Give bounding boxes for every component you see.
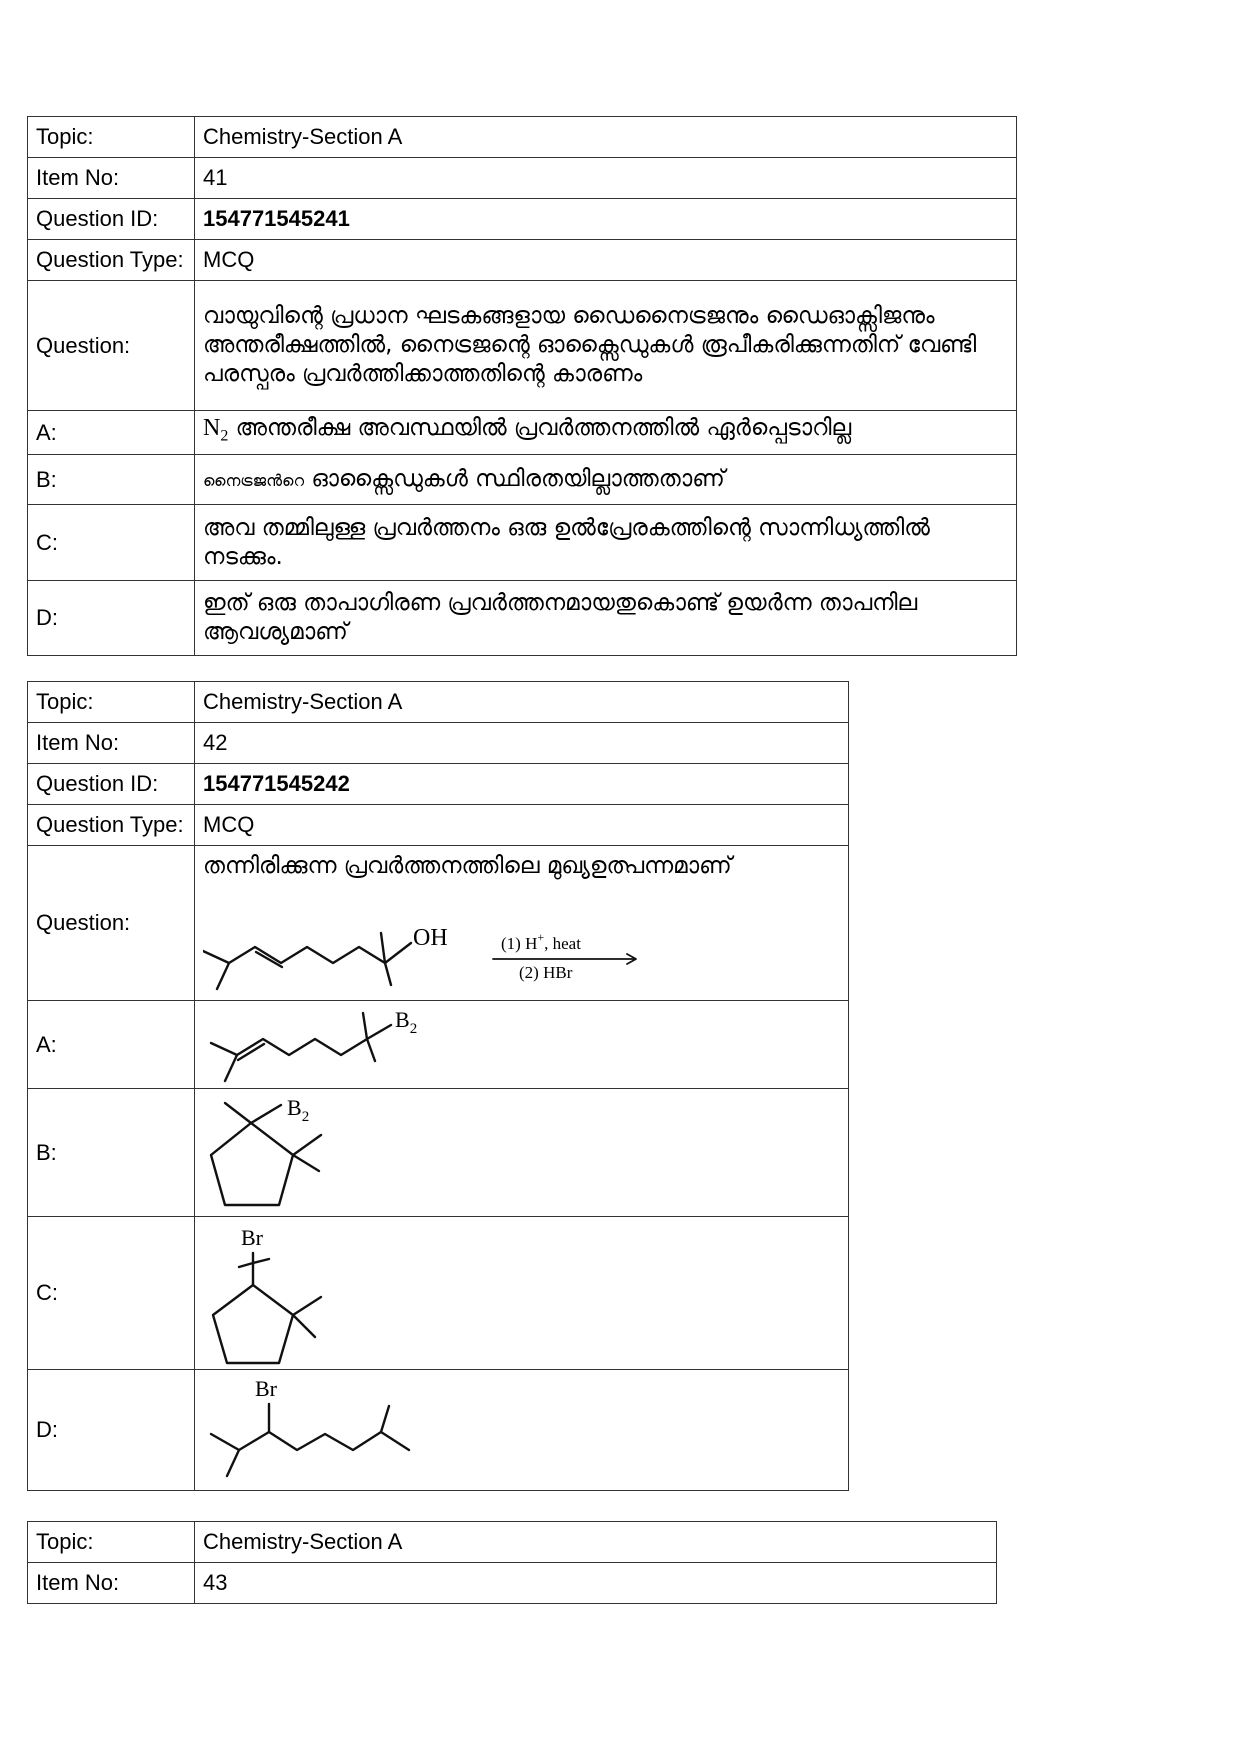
question-text: തന്നിരിക്കുന്ന പ്രവർത്തനത്തിലെ മുഖ്യഉത്പന്നമാണ് <box>203 853 732 879</box>
question-table-43 <box>27 1521 997 1604</box>
question-label: Question: <box>28 281 195 411</box>
option-b-body: ഓക്സൈഡുകൾ സ്ഥിരതയില്ലാത്തതാണ് <box>304 465 725 492</box>
option-c-methyl-2 <box>253 1259 269 1263</box>
item-no-value: 42 <box>195 723 849 764</box>
option-c-text: അവ തമ്മിലുള്ള പ്രവർത്തനം ഒരു ഉൽപ്രേരകത്തിന്റെ സാന്നിധ്യത്തിൽ നടക്കും. <box>195 505 1017 581</box>
topic-value: Chemistry-Section A <box>195 117 1017 158</box>
option-d-substituent: Br <box>255 1376 277 1401</box>
question-type-value: MCQ <box>195 805 849 846</box>
question-type-label: Question Type: <box>28 805 195 846</box>
reagent-step-1: (1) H+, heat <box>501 930 581 953</box>
option-b-structure-cell <box>195 1089 849 1217</box>
option-d-label: D: <box>28 581 195 656</box>
option-c-methyl-4 <box>293 1315 315 1337</box>
option-b-label: B: <box>28 1089 195 1217</box>
option-a-structure <box>203 1003 463 1087</box>
topic-value: Chemistry-Section A <box>195 682 849 723</box>
question-id-value: 154771545241 <box>195 199 1017 240</box>
reactant-oh-bond <box>385 943 411 963</box>
option-d-structure-cell <box>195 1370 849 1491</box>
item-no-label: Item No: <box>28 723 195 764</box>
option-d-methyl-2 <box>381 1406 389 1432</box>
option-d-structure <box>203 1372 443 1488</box>
option-a-chain <box>211 1039 367 1055</box>
question-id-label: Question ID: <box>28 199 195 240</box>
option-b-ring <box>211 1123 293 1205</box>
option-c-structure-cell <box>195 1217 849 1370</box>
item-no-value: 41 <box>195 158 1017 199</box>
option-a-label: A: <box>28 411 195 455</box>
topic-label: Topic: <box>28 1522 195 1563</box>
question-table-42 <box>27 681 849 1491</box>
question-type-value: MCQ <box>195 240 1017 281</box>
option-c-label: C: <box>28 1217 195 1370</box>
option-a-body: അന്തരീക്ഷ അവസ്ഥയിൽ പ്രവർത്തനത്തിൽ ഏർപ്പെടാറില്ല <box>228 415 852 442</box>
question-type-label: Question Type: <box>28 240 195 281</box>
reactant-oh: OH <box>413 925 448 951</box>
option-a-structure-cell <box>195 1001 849 1089</box>
topic-label: Topic: <box>28 117 195 158</box>
item-no-label: Item No: <box>28 1563 195 1604</box>
option-c-methyl-3 <box>293 1297 321 1315</box>
option-c-methyl-1 <box>239 1263 253 1267</box>
reactant-chain <box>203 947 385 963</box>
option-b-methyl-2 <box>293 1135 321 1155</box>
reactant-methyl <box>217 963 229 989</box>
option-b-methyl-3 <box>293 1155 319 1171</box>
question-text: വായുവിന്റെ പ്രധാന ഘടകങ്ങളായ ഡൈനൈട്രജനും ഡൈഓക്സിജനും അന്തരീക്ഷത്തിൽ, നൈട്രജന്റെ ഓക്സൈഡുകൾ രൂപീകരിക്കുന്നതിന് വേണ്ടി പരസ്പരം പ്രവർത്തിക്കാത്തതിന്റെ കാരണം <box>195 281 1017 411</box>
option-b-prefix: നൈട്രജൻറെ <box>203 470 305 490</box>
topic-value: Chemistry-Section A <box>195 1522 997 1563</box>
question-label: Question: <box>28 846 195 1001</box>
reagent-step-2: (2) HBr <box>519 963 573 982</box>
option-d-text: ഇത് ഒരു താപാഗിരണ പ്രവർത്തനമായതുകൊണ്ട് ഉയർന്ന താപനില ആവശ്യമാണ് <box>195 581 1017 656</box>
option-a-formula: N <box>203 415 221 442</box>
option-b-label: B: <box>28 455 195 505</box>
option-d-methyl-1 <box>227 1450 239 1476</box>
option-b-substituent: $B_2$ <box>287 1094 310 1125</box>
option-a-label: A: <box>28 1001 195 1089</box>
option-c-ring <box>213 1285 293 1363</box>
option-b-substituent-bond <box>251 1105 281 1123</box>
option-b-methyl-1 <box>225 1103 251 1123</box>
option-b-structure <box>203 1091 403 1215</box>
option-c-label: C: <box>28 505 195 581</box>
question-cell <box>195 846 849 1001</box>
item-no-value: 43 <box>195 1563 997 1604</box>
option-d-chain <box>211 1432 409 1450</box>
option-a-text <box>195 411 1017 455</box>
option-a-substituent-bond <box>367 1025 391 1039</box>
question-id-value: 154771545242 <box>195 764 849 805</box>
question-id-label: Question ID: <box>28 764 195 805</box>
option-c-structure <box>203 1219 403 1367</box>
option-a-substituent: $B_2$ <box>395 1006 418 1037</box>
topic-label: Topic: <box>28 682 195 723</box>
option-a-formula-sub: 2 <box>220 427 229 445</box>
reactant-methyl-down <box>385 963 391 985</box>
reaction-scheme <box>203 881 803 991</box>
option-a-methyl <box>225 1055 237 1081</box>
option-b-text <box>195 455 1017 505</box>
option-a-methyl-up <box>363 1013 367 1039</box>
question-table-41 <box>27 116 1017 656</box>
option-d-label: D: <box>28 1370 195 1491</box>
option-c-substituent: Br <box>241 1225 263 1250</box>
item-no-label: Item No: <box>28 158 195 199</box>
option-a-methyl-down <box>367 1039 375 1061</box>
reactant-methyl-up <box>381 933 385 963</box>
